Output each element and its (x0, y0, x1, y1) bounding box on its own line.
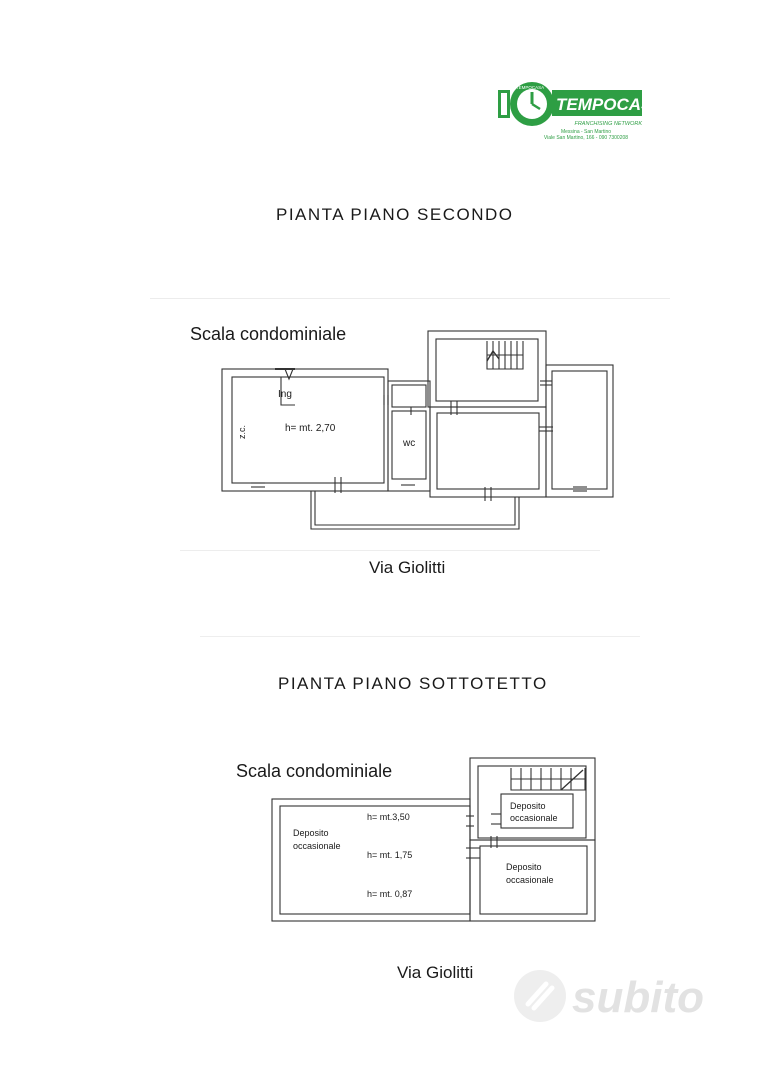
logo-address-1: Messina - San Martino (560, 129, 612, 135)
floor2-street: Via Giolitti (369, 558, 446, 577)
tempocasa-logo (496, 76, 665, 148)
attic-plan (265, 752, 605, 932)
logo-brand: TEMPOCASA (556, 95, 665, 114)
corridor (392, 385, 426, 407)
floor2-stair-label: Scala condominiale (190, 324, 347, 344)
attic-room-topright-label-2: occasionale (510, 813, 558, 823)
attic-label-h1: h= mt.3,50 (367, 812, 410, 822)
attic-street: Via Giolitti (397, 963, 474, 982)
subito-watermark (508, 960, 728, 1030)
right-room-inner (552, 371, 607, 489)
attic-stair-arrow-icon (561, 770, 583, 790)
bedroom-inner (437, 413, 539, 489)
attic-room-topright-label-1: Deposito (510, 801, 546, 811)
subito-watermark-text: subito (572, 973, 704, 1022)
logo-tagline: FRANCHISING NETWORK (574, 121, 642, 127)
attic-stair-label: Scala condominiale (236, 761, 393, 781)
scan-line (150, 298, 670, 299)
attic-room-right-label-1: Deposito (506, 862, 542, 872)
label-zc: z.c. (237, 424, 247, 439)
attic-room-right-label-2: occasionale (506, 875, 554, 885)
subito-logo-icon (514, 970, 566, 1022)
attic-title: PIANTA PIANO SOTTOTETTO (278, 674, 548, 693)
label-wc: wc (403, 438, 416, 449)
scan-line (180, 550, 600, 551)
bedroom-outer (430, 407, 546, 497)
attic-label-h3: h= mt. 0,87 (367, 889, 413, 899)
label-height: h= mt. 2,70 (285, 423, 336, 434)
right-room-outer (546, 365, 613, 497)
floor2-plan (215, 325, 625, 535)
scan-line (200, 636, 640, 637)
floor2-title: PIANTA PIANO SECONDO (276, 205, 514, 224)
logo-address-2: Viale San Martino, 166 - 090 7300208 (543, 135, 629, 141)
wc-block-outer (388, 381, 430, 491)
attic-room-left-label-2: occasionale (293, 841, 341, 851)
logo-ring-text: TEMPOCASA (515, 85, 545, 90)
label-ing: Ing (278, 389, 292, 400)
attic-label-h2: h= mt. 1,75 (367, 850, 413, 860)
attic-room-left-label-1: Deposito (293, 828, 329, 838)
